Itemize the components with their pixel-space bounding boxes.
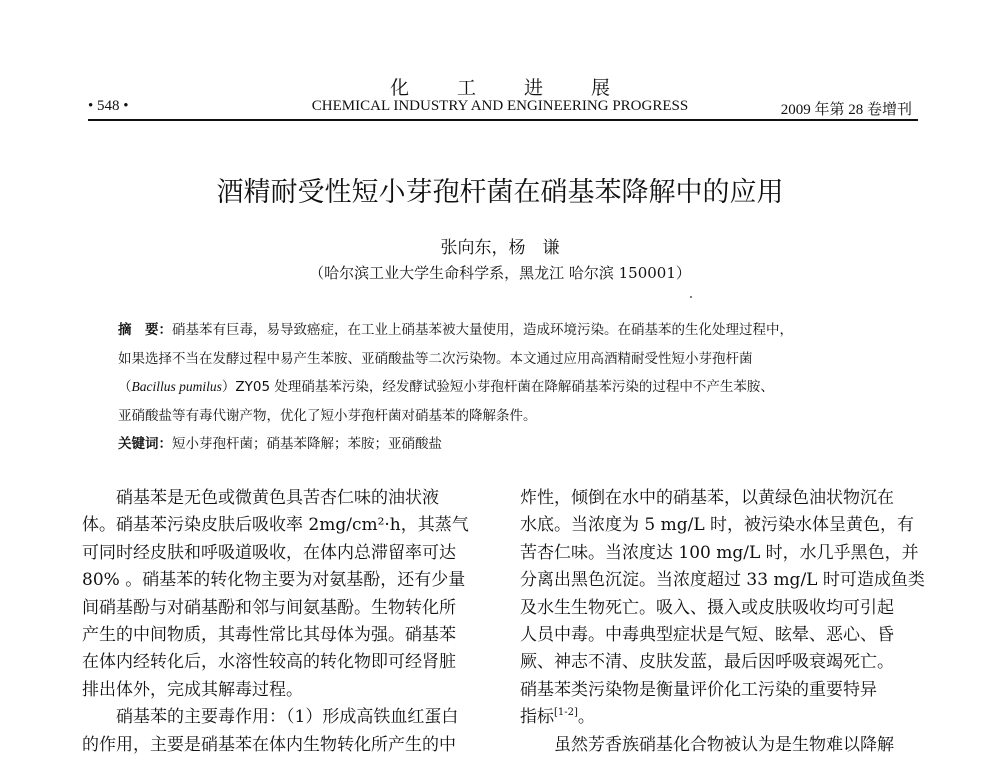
abstract-label: 摘 要： — [118, 322, 172, 338]
body-right-line: 水底。当浓度为 5 mg/L 时，被污染水体呈黄色，有 — [520, 515, 915, 536]
body-right-line: 厥、神志不清、皮肤发蓝，最后因呼吸衰竭死亡。 — [520, 652, 894, 673]
body-left-line: 在体内经转化后，水溶性较高的转化物即可经肾脏 — [82, 652, 456, 673]
body-left-line: 间硝基酚与对硝基酚和邻与间氨基酚。生物转化所 — [82, 597, 456, 618]
body-right-line: 虽然芳香族硝基化合物被认为是生物难以降解 — [554, 734, 894, 755]
abstract-line-3-post: ）ZY05 处理硝基苯污染，经发酵试验短小芽孢杆菌在降解硝基苯污染的过程中不产生苯胺、 — [221, 379, 774, 395]
header-rule — [88, 119, 918, 121]
abstract-line-3-pre: （ — [118, 379, 132, 395]
keywords-label: 关键词： — [118, 436, 172, 452]
affiliation: （哈尔滨工业大学生命科学系，黑龙江 哈尔滨 150001） — [309, 264, 691, 282]
body-right-line: 人员中毒。中毒典型症状是气短、眩晕、恶心、昏 — [520, 625, 894, 646]
issue-info: 2009 年第 28 卷增刊 — [780, 102, 912, 118]
body-right-line-9-tail: 。 — [577, 707, 595, 728]
abstract-line-4: 亚硝酸盐等有毒代谢产物，优化了短小芽孢杆菌对硝基苯的降解条件。 — [118, 407, 537, 424]
body-column-right — [520, 485, 925, 759]
journal-name-chinese: 化工进展 — [389, 77, 658, 99]
keywords — [118, 432, 442, 452]
body-left-line: 产生的中间物质，其毒性常比其母体为强。硝基苯 — [82, 625, 456, 646]
keywords-text: 短小芽孢杆菌；硝基苯降解；苯胺；亚硝酸盐 — [172, 436, 442, 452]
body-left-line: 的作用，主要是硝基苯在体内生物转化所产生的中 — [82, 734, 456, 755]
abstract-line-3 — [118, 373, 918, 402]
body-column-left — [82, 485, 490, 759]
citation-ref: [1-2] — [554, 707, 578, 719]
species-name: Bacillus pumilus — [131, 379, 222, 394]
page-number: • 548 • — [88, 98, 129, 114]
body-left-line: 可同时经皮肤和呼吸道吸收，在体内总滞留率可达 — [82, 542, 456, 563]
authors: 张向东，杨 谦 — [440, 238, 560, 258]
article-title: 酒精耐受性短小芽孢杆菌在硝基苯降解中的应用 — [216, 177, 784, 208]
body-left-line: 硝基苯的主要毒作用：（1）形成高铁血红蛋白 — [116, 707, 459, 728]
body-left-line: 体。硝基苯污染皮肤后吸收率 2mg/cm²·h，其蒸气 — [82, 515, 469, 536]
abstract — [118, 316, 918, 430]
body-right-line: 及水生生物死亡。吸入、摄入或皮肤吸收均可引起 — [520, 597, 894, 618]
body-right-line: 苦杏仁味。当浓度达 100 mg/L 时，水几乎黑色，并 — [520, 542, 919, 563]
body-right-line: 分离出黑色沉淀。当浓度超过 33 mg/L 时可造成鱼类 — [520, 570, 925, 591]
body-right-line-9-text: 指标 — [520, 707, 554, 728]
body-right-line: 炸性，倾倒在水中的硝基苯，以黄绿色油状物沉在 — [520, 488, 894, 508]
body-left-line: 硝基苯是无色或微黄色具苦杏仁味的油状液 — [116, 488, 439, 508]
body-left-line: 80% 。硝基苯的转化物主要为对氨基酚，还有少量 — [82, 570, 466, 591]
abstract-line-2: 如果选择不当在发酵过程中易产生苯胺、亚硝酸盐等二次污染物。本文通过应用高酒精耐受性短小芽孢杆菌 — [118, 350, 753, 367]
body-left-line: 排出体外，完成其解毒过程。 — [82, 679, 303, 700]
body-right-line: 硝基苯类污染物是衡量评价化工污染的重要特异 — [520, 679, 877, 700]
stray-dot — [690, 296, 692, 298]
abstract-line-1 — [118, 316, 918, 345]
body-right-line-citation — [520, 704, 920, 731]
journal-name-english: CHEMICAL INDUSTRY AND ENGINEERING PROGRESS — [311, 98, 689, 114]
abstract-text-1: 硝基苯有巨毒，易导致癌症，在工业上硝基苯被大量使用，造成环境污染。在硝基苯的生化处理过程中， — [172, 322, 793, 338]
